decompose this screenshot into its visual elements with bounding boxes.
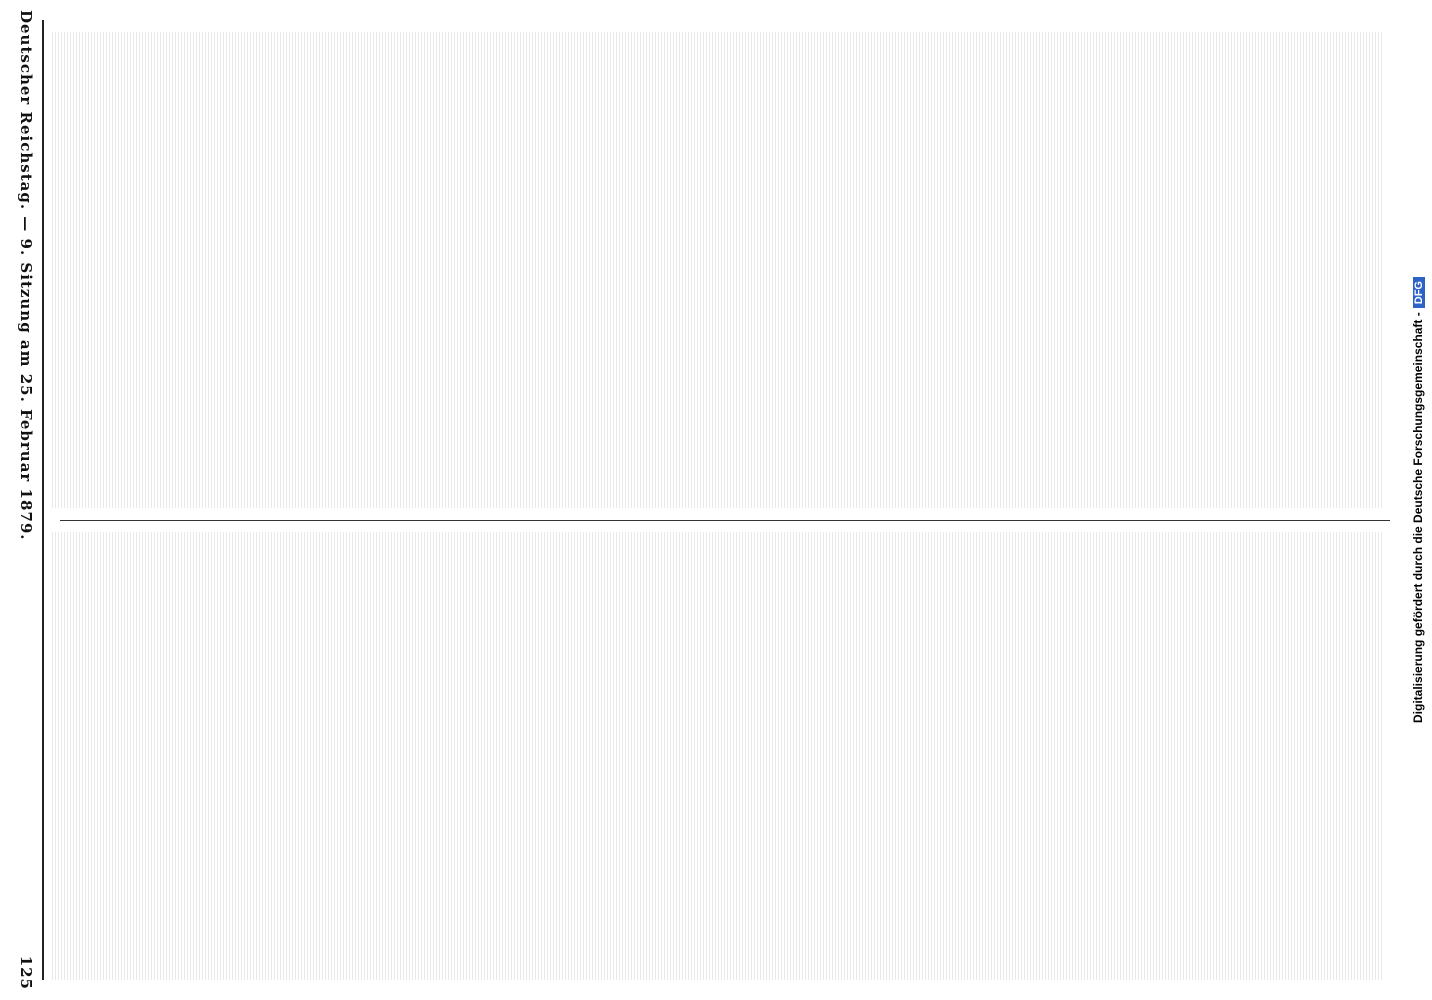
text-column-left [52,32,1382,508]
digitization-text: Digitalisierung gefördert durch die Deutsche Forschungsgemeinschaft - [1411,312,1425,723]
text-column-right [52,532,1382,980]
dfg-logo: DFG [1413,277,1425,308]
header-title: Deutscher Reichstag. — 9. Sitzung am 25. Februar 1879. [17,10,35,541]
running-header [6,0,46,1000]
digitization-note [1408,8,1428,992]
header-rule [42,20,44,980]
illegible-body-text [52,532,1382,980]
page-number: 125 [17,955,35,990]
illegible-body-text [52,32,1382,508]
column-divider [60,520,1390,521]
